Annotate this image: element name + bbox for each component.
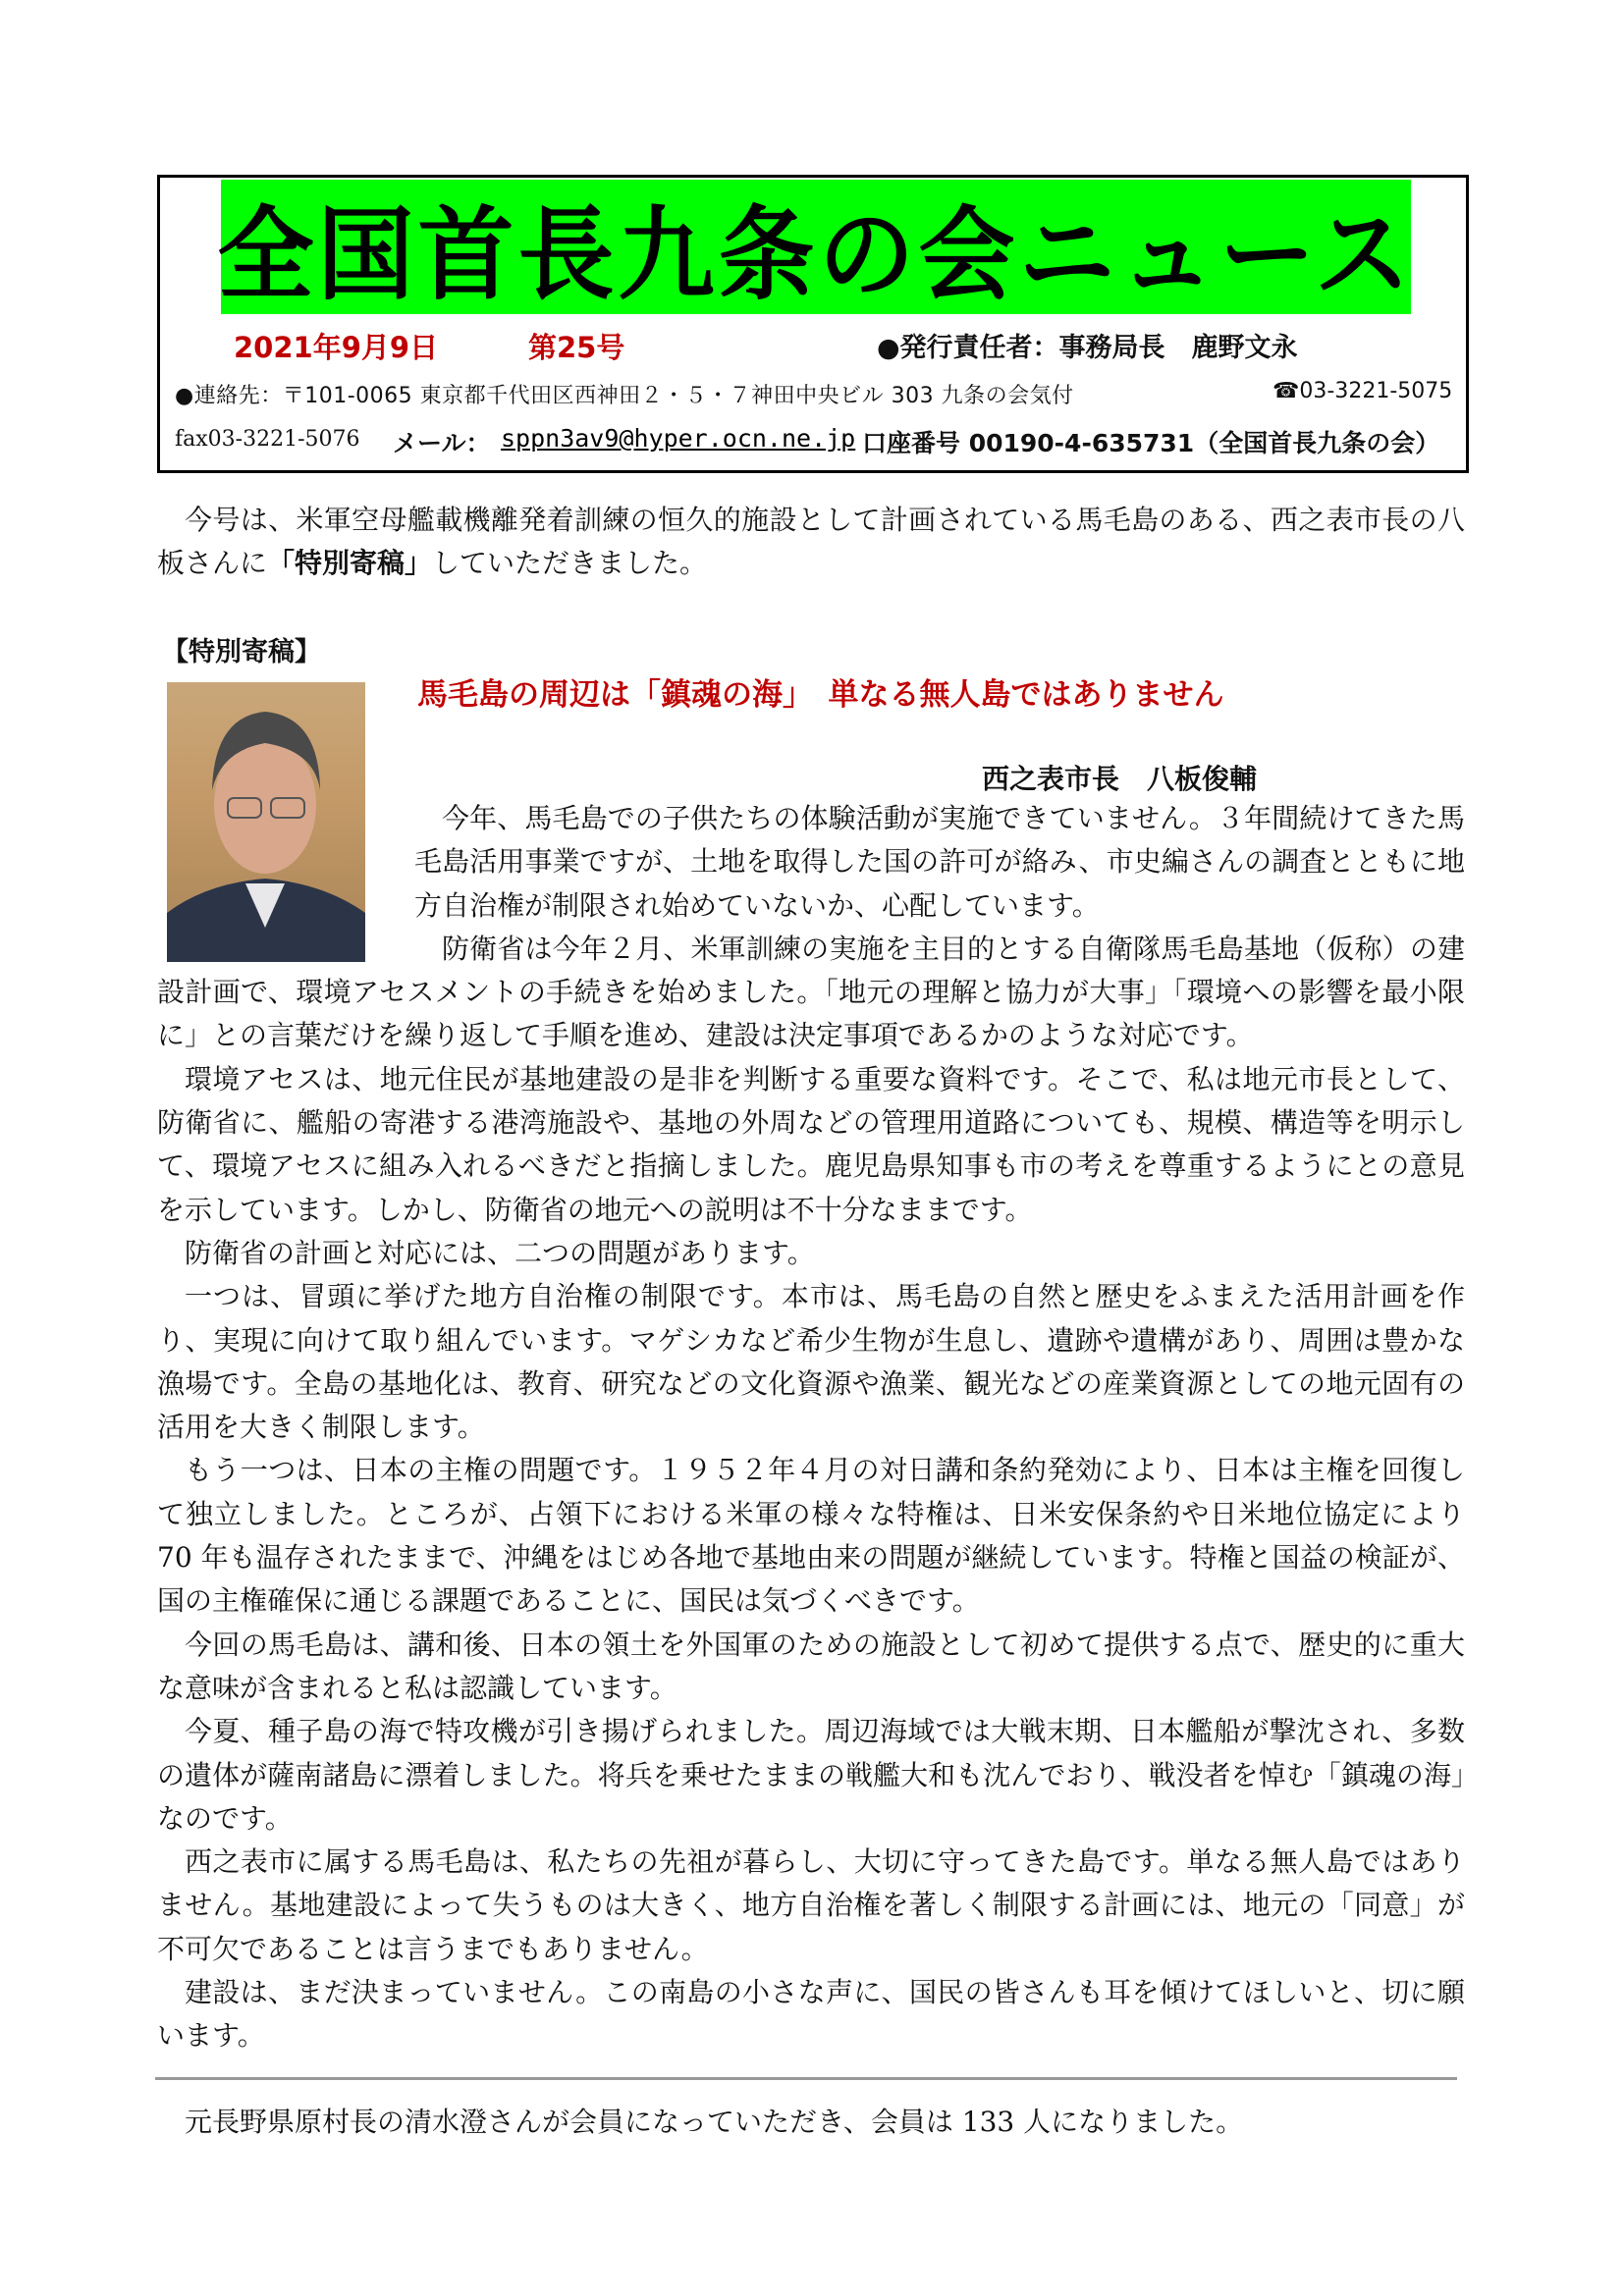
paragraph: 今回の馬毛島は、講和後、日本の領土を外国軍のための施設として初めて提供する点で、歴史的に重大な意味が含まれると私は認識しています。 [157,1628,1465,1704]
issue-date: 2021年9月9日 [234,331,439,364]
section-label: 【特別寄稿】 [162,637,321,667]
intro-before: 今号は、米軍空母艦載機離発着訓練の恒久的施設として計画されている馬毛島のある、西之表市長の八板さんに [157,504,1465,580]
intro-after: していただきました。 [432,547,708,580]
email-link[interactable]: sppn3av9@hyper.ocn.ne.jp [501,424,856,453]
newsletter-banner [217,180,1415,315]
issue-number: 第25号 [528,331,625,364]
footer-note-block [157,2101,1465,2144]
mail-label: メール： [393,429,491,457]
photo-spacer [157,797,414,969]
paragraph: 今年、馬毛島での子供たちの体験活動が実施できていません。３年間続けてきた馬毛島活用事業ですが、土地を取得した国の許可が絡み、市史編さんの調査とともに地方自治権が制限され始めていないか、心配しています。 [414,802,1465,922]
paragraph: 防衛省の計画と対応には、二つの問題があります。 [185,1236,815,1269]
divider [155,2077,1457,2080]
fax: fax03-3221-5076 [175,427,360,452]
phone: ☎03-3221-5075 [1272,379,1453,403]
paragraph: もう一つは、日本の主権の問題です。１９５２年４月の対日講和条約発効により、日本は主権を回復して独立しました。ところが、占領下における米軍の様々な特権は、日米安保条約や日米地位協定により 70 年も温存されたままで、沖縄をはじめ各地で基地由来の問題が継続しています。特権と国益の検証が、国の主権確保に通じる課題であることに、国民は気づくべきです。 [157,1454,1465,1618]
paragraph: 防衛省は今年２月、米軍訓練の実施を主目的とする自衛隊馬毛島基地（仮称）の建設計画で、環境アセスメントの手続きを始めました。「地元の理解と協力が大事」「環境への影響を最小限に」との言葉だけを繰り返して手順を進め、建設は決定事項であるかのような対応です。 [157,932,1465,1052]
article-body [157,797,1465,2058]
paragraph: 建設は、まだ決まっていません。この南島の小さな声に、国民の皆さんも耳を傾けてほしいと、切に願います。 [157,1976,1465,2053]
paragraph: 環境アセスは、地元住民が基地建設の是非を判断する重要な資料です。そこで、私は地元市長として、防衛省に、艦船の寄港する港湾施設や、基地の外周などの管理用道路についても、規模、構造等を明示して、環境アセスに組み入れるべきだと指摘しました。鹿児島県知事も市の考えを尊重するようにとの意見を示しています。しかし、防衛省の地元への説明は不十分なままです。 [157,1062,1465,1226]
paragraph: 西之表市に属する馬毛島は、私たちの先祖が暮らし、大切に守ってきた島です。単なる無人島ではありません。基地建設によって失うものは大きく、地方自治権を著しく制限する計画には、地元の「同意」が不可欠であることは言うまでもありません。 [157,1845,1465,1965]
intro-bold: 「特別寄稿」 [267,547,433,580]
author: 西之表市長 八板俊輔 [982,763,1258,795]
paragraph: 一つは、冒頭に挙げた地方自治権の制限です。本市は、馬毛島の自然と歴史をふまえた活用計画を作り、実現に向けて取り組んでいます。マゲシカなど希少生物が生息し、遺跡や遺構があり、周囲は豊かな漁場です。全島の基地化は、教育、研究などの文化資源や漁業、観光などの産業資源としての地元固有の活用を大きく制限します。 [157,1280,1465,1444]
newsletter-title: 全国首長九条の会ニュース [217,196,1415,315]
bank-account: 口座番号 00190-4-635731（全国首長九条の会） [862,429,1440,457]
publisher: ●発行責任者：事務局長 鹿野文永 [877,333,1298,363]
intro-text [157,499,1465,586]
contact-address: ●連絡先：〒101-0065 東京都千代田区西神田２・５・７神田中央ビル 303 九条の会気付 [175,384,1074,408]
article-title: 馬毛島の周辺は「鎮魂の海」 単なる無人島ではありません [417,677,1224,713]
footer-note: 元長野県原村長の清水澄さんが会員になっていただき、会員は 133 人になりました。 [185,2106,1244,2138]
paragraph: 今夏、種子島の海で特攻機が引き揚げられました。周辺海域では大戦末期、日本艦船が撃沈され、多数の遺体が薩南諸島に漂着しました。将兵を乗せたままの戦艦大和も沈んでおり、戦没者を悼む「鎮魂の海」なのです。 [157,1715,1465,1835]
